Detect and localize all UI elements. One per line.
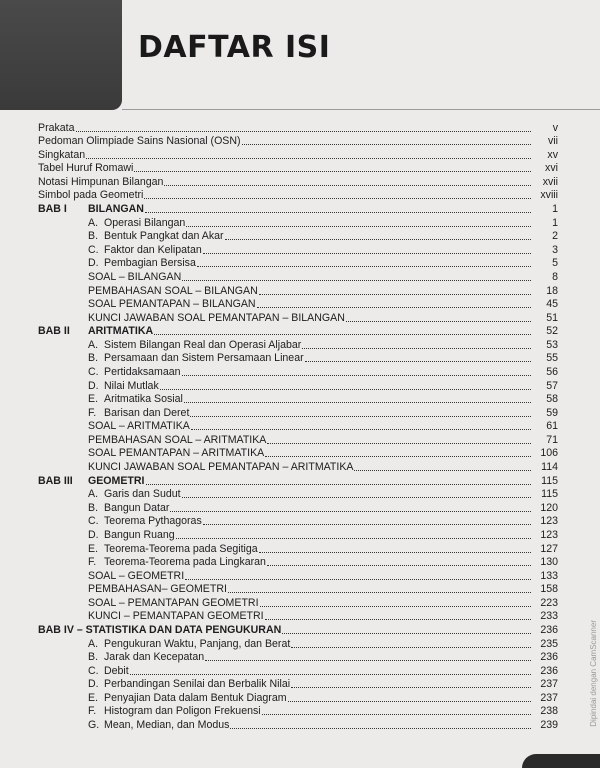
toc-entry [38,120,558,134]
dot-leader [302,348,531,349]
page-number: 51 [546,311,558,324]
page-number: 238 [540,705,558,718]
page-number: v [552,121,558,134]
toc-entry [38,324,558,338]
section-letter: C. [88,365,99,378]
dot-leader [144,198,531,199]
toc-entry [38,147,558,161]
dot-leader [225,239,531,240]
dot-leader [130,674,531,675]
toc-entry [38,134,558,148]
toc-entry-label: Pertidaksamaan [104,365,181,378]
toc-entry [38,609,558,623]
page-number: xvii [542,175,558,188]
dot-leader [176,538,531,539]
toc-entry-label: BAB IV – STATISTIKA DAN DATA PENGUKURAN [38,623,282,636]
page-number: 18 [546,284,558,297]
toc-entry [38,269,558,283]
toc-entry-label: Operasi Bilangan [104,216,186,229]
dot-leader [291,687,531,688]
dot-leader [242,144,531,145]
toc-entry [38,677,558,691]
toc-entry-label: Teorema-Teorema pada Lingkaran [104,556,266,569]
chapter-code: BAB I [38,203,67,216]
page-number: 2 [552,230,558,243]
section-letter: A. [88,216,99,229]
toc-entry [38,473,558,487]
dot-leader [259,552,531,553]
title-underline [122,109,600,110]
toc-entry [38,555,558,569]
toc-entry [38,337,558,351]
toc-entry [38,690,558,704]
dot-leader [288,701,531,702]
toc-entry-label: Pedoman Olimpiade Sains Nasional (OSN) [38,135,241,148]
dot-leader [262,714,531,715]
page-number: 52 [546,325,558,338]
table-of-contents [38,120,558,731]
toc-entry [38,174,558,188]
toc-entry-label: Bangun Ruang [104,528,175,541]
page-number: 61 [546,420,558,433]
page-number: 1 [552,216,558,229]
toc-entry-label: Garis dan Sudut [104,488,181,501]
toc-entry-label: SOAL – GEOMETRI [88,569,185,582]
dot-leader [170,511,531,512]
chapter-code: BAB III [38,474,73,487]
toc-entry [38,595,558,609]
toc-entry-label: Persamaan dan Sistem Persamaan Linear [104,352,304,365]
toc-entry [38,622,558,636]
dot-leader [146,484,531,485]
section-letter: C. [88,243,99,256]
toc-entry-label: Singkatan [38,148,86,161]
toc-entry-label: KUNCI – PEMANTAPAN GEOMETRI [88,610,264,623]
toc-entry [38,432,558,446]
page-number: 3 [552,243,558,256]
toc-entry [38,514,558,528]
page-number: 133 [540,569,558,582]
dot-leader [228,592,531,593]
dot-leader [260,606,531,607]
toc-entry-label: Bangun Datar [104,501,170,514]
page-number: 106 [540,447,558,460]
dot-leader [182,375,531,376]
toc-entry-label: GEOMETRI [88,474,145,487]
page-number: 56 [546,365,558,378]
section-letter: D. [88,257,99,270]
corner-decoration [0,0,122,110]
section-letter: E. [88,691,99,704]
page-number: 127 [540,542,558,555]
chapter-code: BAB II [38,325,70,338]
toc-entry-label: PEMBAHASAN– GEOMETRI [88,583,227,596]
toc-entry-label: Pengukuran Waktu, Panjang, dan Berat [104,637,291,650]
toc-entry-label: Pembagian Bersisa [104,257,196,270]
section-letter: B. [88,501,99,514]
page-number: 236 [540,664,558,677]
toc-entry-label: Prakata [38,121,75,134]
toc-entry-label: Histogram dan Poligon Frekuensi [104,705,261,718]
page-number: 158 [540,583,558,596]
dot-leader [203,253,531,254]
toc-entry [38,188,558,202]
page-number: 59 [546,406,558,419]
toc-entry-label: Debit [104,664,129,677]
toc-entry [38,297,558,311]
page-number: 55 [546,352,558,365]
toc-entry-label: KUNCI JAWABAN SOAL PEMANTAPAN – BILANGAN [88,311,345,324]
dot-leader [265,456,531,457]
page-number: xviii [540,189,558,202]
page-number: 237 [540,678,558,691]
toc-entry-label: Simbol pada Geometri [38,189,144,202]
toc-entry [38,256,558,270]
toc-entry [38,500,558,514]
toc-entry [38,717,558,731]
dot-leader [160,389,531,390]
section-letter: F. [88,705,97,718]
page-number: 130 [540,556,558,569]
toc-entry [38,636,558,650]
page-number: 236 [540,623,558,636]
toc-entry [38,459,558,473]
toc-entry [38,487,558,501]
toc-entry [38,419,558,433]
toc-entry [38,446,558,460]
toc-entry-label: Mean, Median, dan Modus [104,719,230,732]
dot-leader [164,185,531,186]
page-number: 233 [540,610,558,623]
page-number: 45 [546,298,558,311]
dot-leader [267,443,531,444]
dot-leader [145,212,531,213]
section-letter: A. [88,637,99,650]
dot-leader [134,171,531,172]
section-letter: C. [88,664,99,677]
dot-leader [86,158,531,159]
toc-entry-label: PEMBAHASAN SOAL – ARITMATIKA [88,433,267,446]
dot-leader [76,131,531,132]
section-letter: A. [88,488,99,501]
page-number: 120 [540,501,558,514]
toc-entry-label: Bentuk Pangkat dan Akar [104,230,224,243]
toc-entry-label: Faktor dan Kelipatan [104,243,202,256]
dot-leader [191,429,531,430]
toc-entry-label: Teorema-Teorema pada Segitiga [104,542,258,555]
section-letter: F. [88,406,97,419]
toc-entry [38,229,558,243]
toc-entry-label: ARITMATIKA [88,325,154,338]
toc-entry-label: Perbandingan Senilai dan Berbalik Nilai [104,678,291,691]
dot-leader [182,280,531,281]
toc-entry [38,405,558,419]
section-letter: D. [88,528,99,541]
dot-leader [205,660,531,661]
toc-entry [38,541,558,555]
page-number: 8 [552,270,558,283]
toc-entry [38,527,558,541]
page-number: 235 [540,637,558,650]
page-number: 57 [546,379,558,392]
toc-entry [38,568,558,582]
toc-entry-label: PEMBAHASAN SOAL – BILANGAN [88,284,258,297]
dot-leader [186,226,531,227]
section-letter: E. [88,542,99,555]
dot-leader [230,728,531,729]
toc-entry-label: BILANGAN [88,203,144,216]
dot-leader [190,416,531,417]
toc-entry [38,378,558,392]
page-number: 53 [546,338,558,351]
toc-entry-label: Tabel Huruf Romawi [38,162,134,175]
dot-leader [354,470,531,471]
toc-entry-label: Nilai Mutlak [104,379,159,392]
page-number: 5 [552,257,558,270]
toc-entry [38,650,558,664]
section-letter: D. [88,379,99,392]
toc-entry-label: SOAL – ARITMATIKA [88,420,190,433]
dot-leader [265,619,531,620]
corner-shadow [522,754,600,768]
toc-entry [38,161,558,175]
page-number: vii [547,135,558,148]
page-number: 71 [546,433,558,446]
dot-leader [267,565,531,566]
section-letter: B. [88,230,99,243]
toc-entry-label: SOAL PEMANTAPAN – ARITMATIKA [88,447,265,460]
toc-entry-label: Sistem Bilangan Real dan Operasi Aljabar [104,338,302,351]
toc-entry-label: Notasi Himpunan Bilangan [38,175,164,188]
dot-leader [184,402,531,403]
dot-leader [185,579,531,580]
page-number: 237 [540,691,558,704]
dot-leader [197,266,531,267]
section-letter: B. [88,651,99,664]
toc-entry-label: Teorema Pythagoras [104,515,202,528]
toc-entry [38,663,558,677]
scanner-watermark: Dipindai dengan CamScanner [589,620,598,727]
page-number: xvi [545,162,558,175]
toc-entry-label: Penyajian Data dalam Bentuk Diagram [104,691,287,704]
page-number: xv [547,148,558,161]
toc-entry-label: Barisan dan Deret [104,406,190,419]
dot-leader [291,647,531,648]
page-number: 115 [541,474,558,487]
section-letter: A. [88,338,99,351]
toc-entry [38,582,558,596]
dot-leader [305,361,531,362]
section-letter: D. [88,678,99,691]
page-number: 114 [541,461,558,474]
page-title: DAFTAR ISI [138,30,331,65]
toc-entry [38,201,558,215]
dot-leader [257,307,531,308]
section-letter: E. [88,393,99,406]
toc-entry-label: SOAL – PEMANTAPAN GEOMETRI [88,596,259,609]
dot-leader [182,497,531,498]
toc-entry-label: Jarak dan Kecepatan [104,651,205,664]
dot-leader [154,334,531,335]
page-number: 223 [540,596,558,609]
toc-entry [38,242,558,256]
toc-entry-label: SOAL PEMANTAPAN – BILANGAN [88,298,256,311]
dot-leader [282,633,531,634]
page-number: 239 [540,719,558,732]
page-number: 236 [540,651,558,664]
toc-entry-label: KUNCI JAWABAN SOAL PEMANTAPAN – ARITMATIKA [88,461,354,474]
section-letter: G. [88,719,100,732]
page-number: 1 [552,203,558,216]
section-letter: F. [88,556,97,569]
dot-leader [346,321,531,322]
toc-entry [38,392,558,406]
section-letter: C. [88,515,99,528]
toc-entry-label: SOAL – BILANGAN [88,270,182,283]
dot-leader [203,524,531,525]
page-number: 58 [546,393,558,406]
page-number: 115 [541,488,558,501]
toc-entry [38,351,558,365]
page-number: 123 [540,528,558,541]
toc-entry [38,364,558,378]
dot-leader [259,294,531,295]
toc-entry [38,704,558,718]
page-number: 123 [540,515,558,528]
toc-entry [38,310,558,324]
toc-entry-label: Aritmatika Sosial [104,393,183,406]
toc-entry [38,283,558,297]
toc-entry [38,215,558,229]
section-letter: B. [88,352,99,365]
